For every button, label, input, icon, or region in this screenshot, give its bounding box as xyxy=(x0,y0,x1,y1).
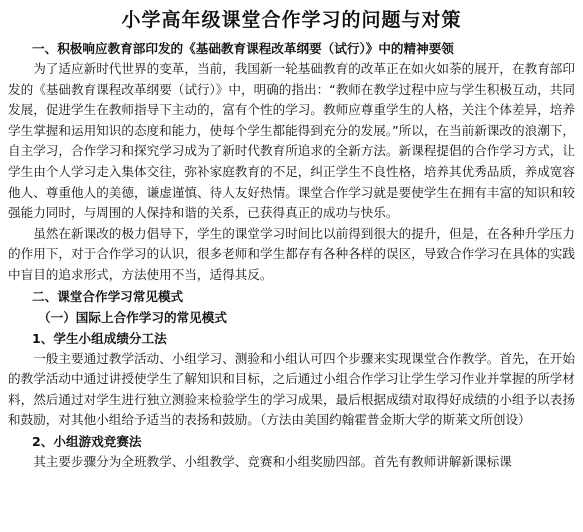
section-1-paragraph-2: 虽然在新课改的极力倡导下，学生的课堂学习时间比以前得到很大的提升，但是，在各种升学压力的作用下，对于合作学习的认识，很多老师和学生都存有各种各样的误区，导致合作学习在具体的实践中盲目的追求形式，方法使用不当，适得其反。 xyxy=(8,225,575,282)
section-1-heading: 一、积极响应教育部印发的《基础教育课程改革纲要（试行）》中的精神要领 xyxy=(32,41,454,56)
item-2-paragraph: 其主要步骤分为全班教学、小组教学、竞赛和小组奖励四部。首先有教师讲解新课标课 xyxy=(33,453,512,469)
section-2-heading: 二、课堂合作学习常见模式 xyxy=(32,288,184,304)
item-2-heading: 2、小组游戏竞赛法 xyxy=(32,433,142,449)
item-1-paragraph: 一般主要通过教学活动、小组学习、测验和小组认可四个步骤来实现课堂合作教学。首先，在开始的教学活动中通过讲授使学生了解知识和目标，之后通过小组合作学习让学生学习作业并掌握的所学材料，然后通过对学生进行独立测验来检验学生的学习成果，最后根据成绩对取得好成绩的小组予以表扬和鼓励，对其他小组给予适当的表扬和鼓励。（方法由美国约翰霍普金斯大学的斯莱文所创设） xyxy=(8,350,575,428)
section-1-paragraph-1: 为了适应新时代世界的变革，当前，我国新一轮基础教育的改革正在如火如荼的展开，在教育部印发的《基础教育课程改革纲要（试行）》中，明确的指出：“教师在教学过程中应与学生积极互动，共同发展，促进学生在教师指导下主动的，富有个性的学习。教师应尊重学生的人格，关注个体差异，培养学生掌握和运用知识的态度和能力，使每个学生都能得到充分的发展。”所以，在当前新课改的浪潮下，自主学习，合作学习和探究学习成为了新时代教育所追求的全新方法。新课程提倡的合作学习方式，让学生由个人学习走入集体交往，弥补家庭教育的不足，纠正学生不良性格，培养其优秀品质，养成宽容他人、尊重他人的美德，谦虚谨慎、待人友好热情。课堂合作学习就是要使学生在拥有丰富的知识和较强能力同时，与周围的人保持和谐的关系，已获得真正的成功与快乐。 xyxy=(8,61,575,221)
subsection-1-heading: （一）国际上合作学习的常见模式 xyxy=(38,309,227,325)
item-1-heading: 1、学生小组成绩分工法 xyxy=(32,330,167,346)
document-title: 小学高年级课堂合作学习的问题与对策 xyxy=(121,9,462,31)
